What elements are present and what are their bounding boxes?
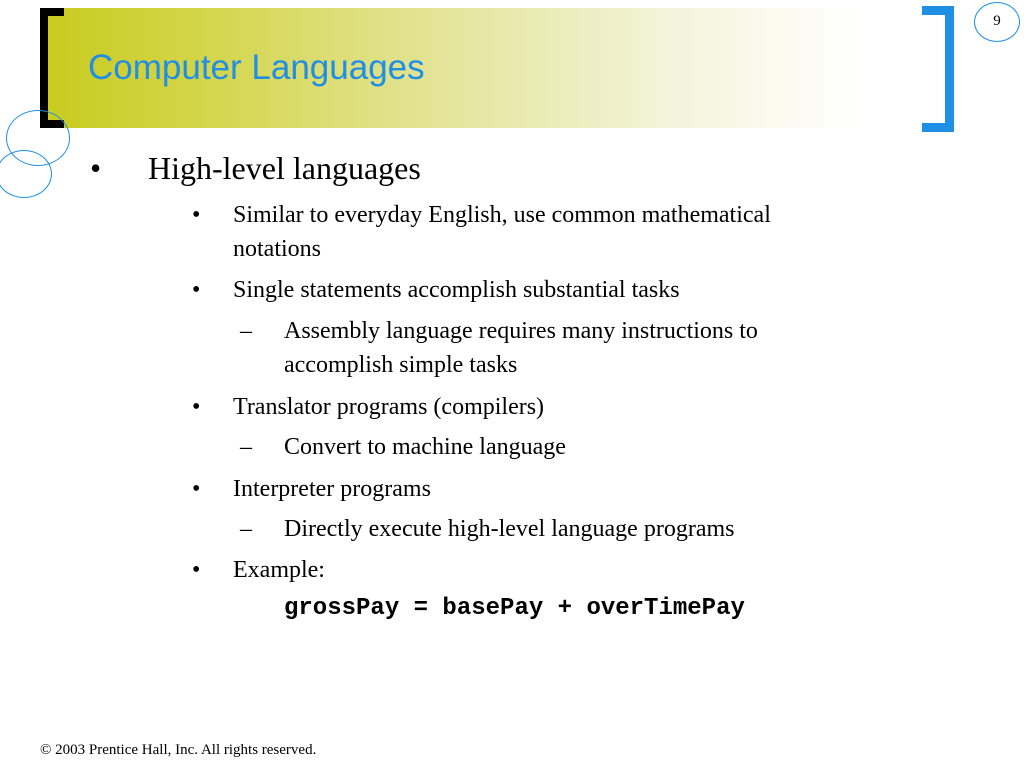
- bullet-icon: •: [192, 277, 201, 303]
- bullet-icon: •: [192, 476, 201, 502]
- page-number: 9: [974, 2, 1020, 42]
- sub-bullet-item: Convert to machine language: [284, 434, 566, 460]
- bullet-heading: High-level languages: [148, 150, 421, 186]
- bullet-icon: •: [192, 202, 201, 228]
- copyright-footer: © 2003 Prentice Hall, Inc. All rights reserved.: [40, 742, 317, 758]
- code-example: grossPay = basePay + overTimePay: [284, 595, 745, 622]
- bullet-icon: •: [90, 150, 102, 186]
- bullet-item: Single statements accomplish substantial tasks: [233, 277, 680, 303]
- dash-icon: –: [240, 516, 252, 542]
- bullet-item: Similar to everyday English, use common mathematical: [233, 202, 771, 228]
- bullet-item: Interpreter programs: [233, 476, 431, 502]
- sub-bullet-item: Assembly language requires many instructions to: [284, 318, 758, 344]
- dash-icon: –: [240, 318, 252, 344]
- dash-icon: –: [240, 434, 252, 460]
- bullet-icon: •: [192, 394, 201, 420]
- bullet-icon: •: [192, 557, 201, 583]
- bullet-item-continued: notations: [233, 236, 321, 262]
- bullet-item: Translator programs (compilers): [233, 394, 545, 420]
- bullet-item: Example:: [233, 557, 325, 583]
- sub-bullet-item: Directly execute high-level language programs: [284, 516, 735, 542]
- sub-bullet-item-continued: accomplish simple tasks: [284, 352, 518, 378]
- slide-title: Computer Languages: [88, 48, 425, 87]
